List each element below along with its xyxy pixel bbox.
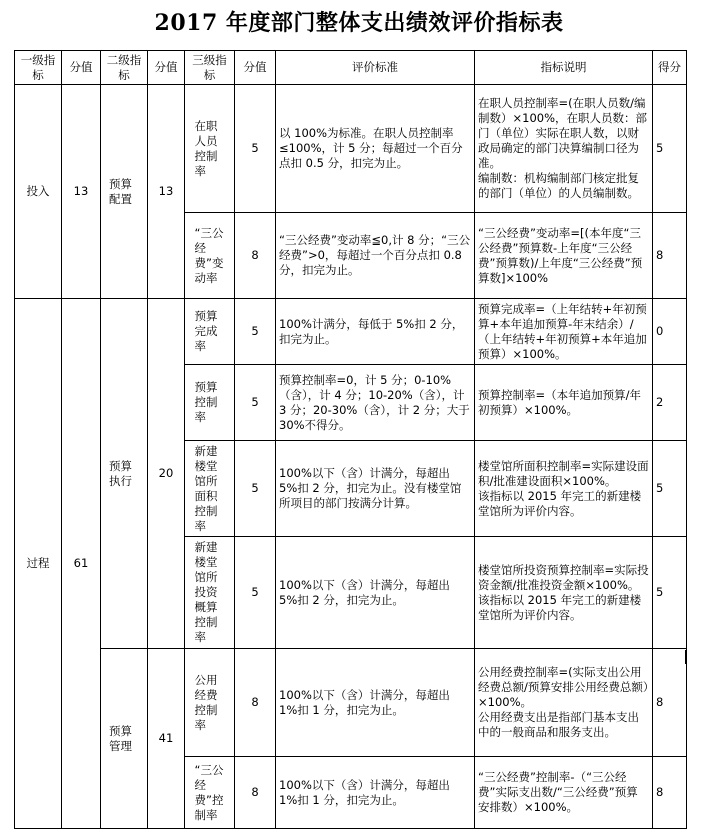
header-score2: 分值 [148, 51, 185, 85]
subgroup-budget-execution-name: 预算执行 [101, 299, 148, 649]
group-process-name: 过程 [15, 299, 62, 829]
indicator-description: 公用经费控制率=(实际支出公用经费总额/预算安排公用经费总额）×100%。 公用经费支出是指部门基本支出中的一般商品和服务支出。 [475, 649, 653, 757]
indicator-name: 公用经费控制率 [185, 649, 235, 757]
header-score3: 分值 [235, 51, 276, 85]
indicator-result: 8 [653, 757, 687, 829]
indicator-score: 5 [235, 537, 276, 649]
indicator-table [14, 50, 687, 829]
group-input-name: 投入 [15, 85, 62, 299]
indicator-criteria: 预算控制率=0，计 5 分；0-10%（含），计 4 分；10-20%（含），计 3 分；20-30%（含），计 2 分；大于 30%不得分。 [276, 365, 475, 441]
table-row [15, 299, 687, 365]
header-level3: 三级指标 [185, 51, 235, 85]
edge-mark [685, 650, 687, 664]
indicator-description: 在职人员控制率=(在职人员数/编制数）×100%，在职人员数：部门（单位）实际在职人数，以财政局确定的部门决算编制口径为准。 编制数：机构编制部门核定批复的部门（单位）的人员编制数。 [475, 85, 653, 213]
indicator-score: 8 [235, 649, 276, 757]
group-process-score: 61 [62, 299, 101, 829]
indicator-description: “三公经费”控制率-（“三公经费”实际支出数/“三公经费”预算安排数）×100%。 [475, 757, 653, 829]
indicator-result: 2 [653, 365, 687, 441]
indicator-description: 楼堂馆所投资预算控制率=实际投资金额/批准投资金额×100%。 该指标以 2015 年完工的新建楼堂馆所为评价内容。 [475, 537, 653, 649]
indicator-score: 8 [235, 757, 276, 829]
indicator-name: “三公经费”变动率 [185, 213, 235, 299]
indicator-description: 楼堂馆所面积控制率=实际建设面积/批准建设面积×100%。 该指标以 2015 年完工的新建楼堂馆所为评价内容。 [475, 441, 653, 537]
table-row [15, 85, 687, 213]
indicator-criteria: 以 100%为标准。在职人员控制率≤100%，计 5 分；每超过一个百分点扣 0.5 分，扣完为止。 [276, 85, 475, 213]
indicator-criteria: 100%计满分，每低于 5%扣 2 分，扣完为止。 [276, 299, 475, 365]
indicator-result: 5 [653, 441, 687, 537]
indicator-result: 8 [653, 649, 687, 757]
indicator-criteria: 100%以下（含）计满分，每超出 1%扣 1 分，扣完为止。 [276, 757, 475, 829]
indicator-score: 5 [235, 365, 276, 441]
indicator-criteria: 100%以下（含）计满分，每超出 1%扣 1 分，扣完为止。 [276, 649, 475, 757]
indicator-name: “三公经费”控制率 [185, 757, 235, 829]
header-description: 指标说明 [475, 51, 653, 85]
indicator-criteria: “三公经费”变动率≦0,计 8 分；“三公经费”>0，每超过一个百分点扣 0.8 分，扣完为止。 [276, 213, 475, 299]
indicator-name: 预算控制率 [185, 365, 235, 441]
indicator-description: 预算控制率=（本年追加预算/年初预算）×100%。 [475, 365, 653, 441]
header-result: 得分 [653, 51, 687, 85]
indicator-result: 5 [653, 85, 687, 213]
indicator-result: 0 [653, 299, 687, 365]
subgroup-budget-allocation-name: 预算配置 [101, 85, 148, 299]
page-title: 2017 年度部门整体支出绩效评价指标表 [154, 10, 564, 36]
indicator-name: 新建楼堂馆所投资概算控制率 [185, 537, 235, 649]
header-level2: 二级指标 [101, 51, 148, 85]
indicator-name: 在职人员控制率 [185, 85, 235, 213]
indicator-result: 8 [653, 213, 687, 299]
indicator-result: 5 [653, 537, 687, 649]
indicator-score: 8 [235, 213, 276, 299]
indicator-score: 5 [235, 441, 276, 537]
header-criteria: 评价标准 [276, 51, 475, 85]
indicator-description: 预算完成率=（上年结转+年初预算+本年追加预算-年末结余）/（上年结转+年初预算+本年追加预算）×100%。 [475, 299, 653, 365]
subgroup-budget-management-score: 41 [148, 649, 185, 829]
indicator-criteria: 100%以下（含）计满分，每超出 5%扣 2 分，扣完为止。没有楼堂馆所项目的部门按满分计算。 [276, 441, 475, 537]
table-row [15, 649, 687, 757]
subgroup-budget-management-name: 预算管理 [101, 649, 148, 829]
indicator-name: 预算完成率 [185, 299, 235, 365]
header-level1: 一级指标 [15, 51, 62, 85]
indicator-score: 5 [235, 85, 276, 213]
table-header-row [15, 51, 687, 85]
indicator-criteria: 100%以下（含）计满分，每超出 5%扣 2 分，扣完为止。 [276, 537, 475, 649]
subgroup-budget-execution-score: 20 [148, 299, 185, 649]
subgroup-budget-allocation-score: 13 [148, 85, 185, 299]
indicator-name: 新建楼堂馆所面积控制率 [185, 441, 235, 537]
group-input-score: 13 [62, 85, 101, 299]
indicator-description: “三公经费”变动率=[(本年度“三公经费”预算数-上年度“三公经费”预算数)/上年度“三公经费”预算数]×100% [475, 213, 653, 299]
header-score1: 分值 [62, 51, 101, 85]
indicator-score: 5 [235, 299, 276, 365]
